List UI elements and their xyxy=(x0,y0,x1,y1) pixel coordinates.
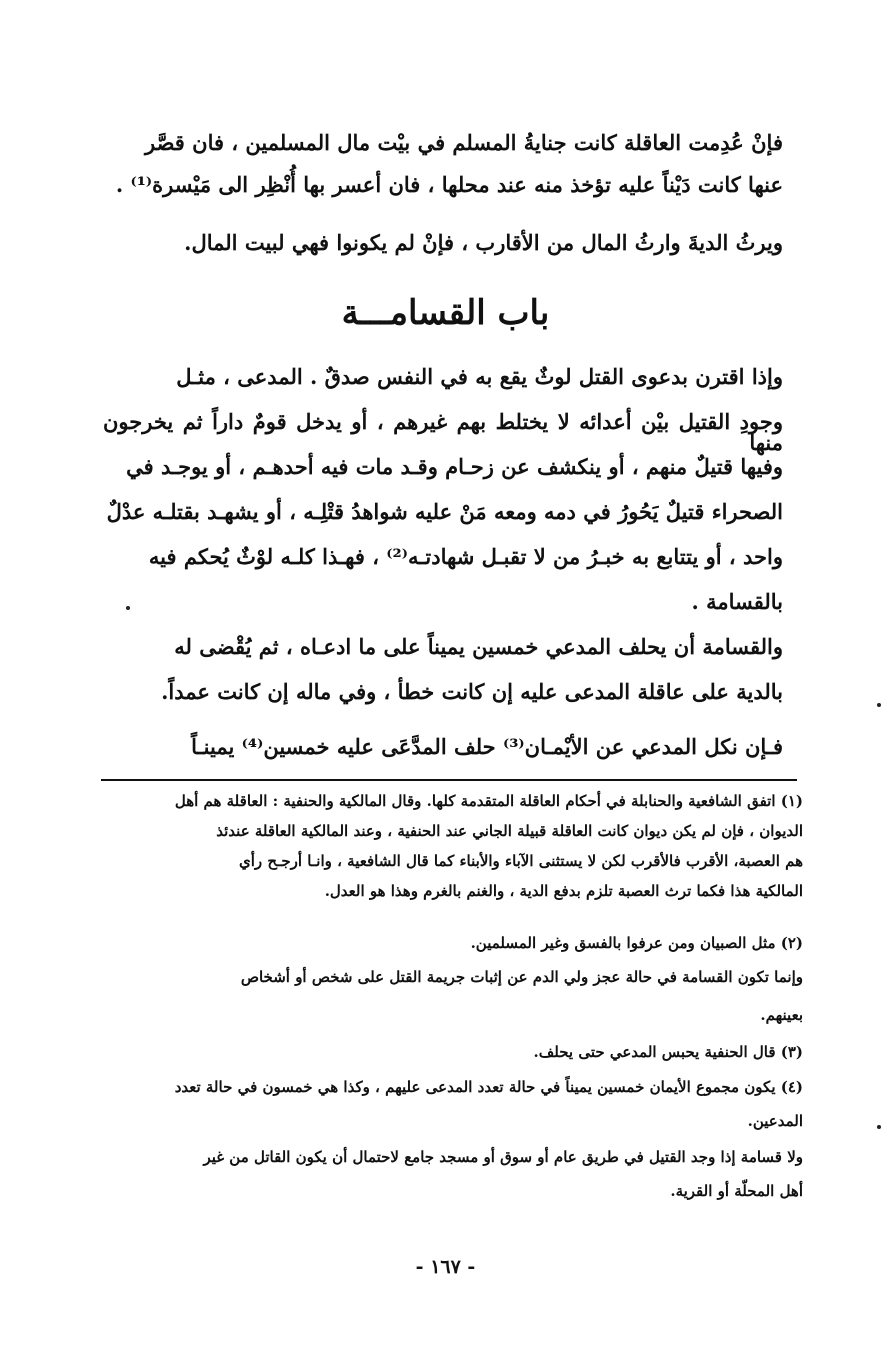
section-heading: باب القسامـــة xyxy=(341,293,550,333)
text-line: بالدية على عاقلة المدعى عليه إن كانت خطأ ، وفي ماله إن كانت عمداً. xyxy=(161,679,783,704)
footnote-line: بعينهم. xyxy=(760,1006,803,1024)
text-line: ويرثُ الديةَ وارثُ المال من الأقارب ، فإنْ لم يكونوا فهي لبيت المال. xyxy=(184,230,783,255)
text-line: فإنْ عُدِمت العاقلة كانت جنايةُ المسلم في بيْت مال المسلمين ، فان قصَّر xyxy=(145,130,783,155)
text-line: فـإن نكل المدعي عن الأيْمـان⁽³⁾ حلف المدَّعَى عليه خمسين⁽⁴⁾ يمينـاً xyxy=(191,734,783,759)
page-number: - ١٦٧ - xyxy=(415,1256,476,1278)
text-line: عنها كانت دَيْناً عليه تؤخذ منه عند محلها ، فان أعسر بها أُنْظِر الى مَيْسرة⁽¹⁾ . xyxy=(115,172,783,197)
text-line: بالقسامة . xyxy=(691,589,783,614)
scan-speck xyxy=(126,606,130,610)
footnote-line: هم العصبة، الأقرب فالأقرب لكن لا يستثنى الآباء والأبناء كما قال الشافعية ، وانـا أرجـح رأي xyxy=(238,852,803,870)
text-line: وجودِ القتيل بيْن أعدائه لا يختلط بهم غيرهم ، أو يدخل قومٌ داراً ثم يخرجون منها xyxy=(103,409,783,455)
text-line: وفيها قتيلٌ منهم ، أو ينكشف عن زحـام وقـد مات فيه أحدهـم ، أو يوجـد في xyxy=(126,454,783,479)
footnote-1 xyxy=(103,792,803,912)
paragraph-3 xyxy=(103,366,783,636)
footnote-line: المالكية هذا فكما ترث العصبة تلزم بدفع الدية ، والغنم بالغرم وهذا هو العدل. xyxy=(324,882,803,900)
text-line: الصحراء قتيلٌ يَحُورُ في دمه ومعه مَنْ عليه شواهدُ قتْلِـه ، أو يشهـد بقتلـه عدْلٌ xyxy=(106,499,783,524)
scan-speck xyxy=(877,703,881,707)
footnote-line: وإنما تكون القسامة في حالة عجز ولي الدم عن إثبات جريمة القتل على شخص أو أشخاص xyxy=(240,968,803,986)
paragraph-1 xyxy=(103,132,783,216)
footnote-line: الديوان ، فإن لم يكن ديوان كانت العاقلة قبيلة الجاني عند الحنفية ، وعند المالكية العاقلة عندئذ xyxy=(216,822,803,840)
footnote-line: (٤) يكون مجموع الأيمان خمسين يميناً في حالة تعدد المدعى عليهم ، وكذا هي خمسون في حالة تعدد xyxy=(174,1078,803,1096)
paragraph-2 xyxy=(103,232,783,274)
footnote-line: (٢) مثل الصبيان ومن عرفوا بالفسق وغير المسلمين. xyxy=(470,934,803,952)
footnote-4-continuation xyxy=(103,1148,803,1212)
text-line: واحد ، أو يتتابع به خبـرُ من لا تقبـل شهادتـه⁽²⁾ ، فهـذا كلـه لوْثٌ يُحكم فيه xyxy=(148,544,783,569)
footnote-4 xyxy=(103,1078,803,1142)
footnote-2 xyxy=(103,934,803,964)
paragraph-5 xyxy=(103,736,783,776)
scan-speck xyxy=(877,1125,881,1129)
text-line: والقسامة أن يحلف المدعي خمسين يميناً على ما ادعـاه ، ثم يُقْضى له xyxy=(174,634,783,659)
text-line: وإذا اقترن بدعوى القتل لوثٌ يقع به في النفس صدقٌ . المدعى ، مثـل xyxy=(176,364,783,389)
footnote-line: المدعين. xyxy=(747,1112,803,1130)
footnote-line: (١) اتفق الشافعية والحنابلة في أحكام العاقلة المتقدمة كلها. وقال المالكية والحنفية : العاقلة هم أهل xyxy=(174,792,803,810)
footnote-rule xyxy=(101,779,797,781)
paragraph-4 xyxy=(103,636,783,726)
footnote-line: أهل المحلّة أو القرية. xyxy=(670,1182,803,1200)
footnote-line: (٣) قال الحنفية يحبس المدعي حتى يحلف. xyxy=(533,1043,803,1061)
footnote-line: ولا قسامة إذا وجد القتيل في طريق عام أو سوق أو مسجد جامع لاحتمال أن يكون القاتل من غير xyxy=(203,1148,803,1166)
footnote-3 xyxy=(103,1043,803,1073)
footnote-2-continuation xyxy=(103,968,803,1036)
